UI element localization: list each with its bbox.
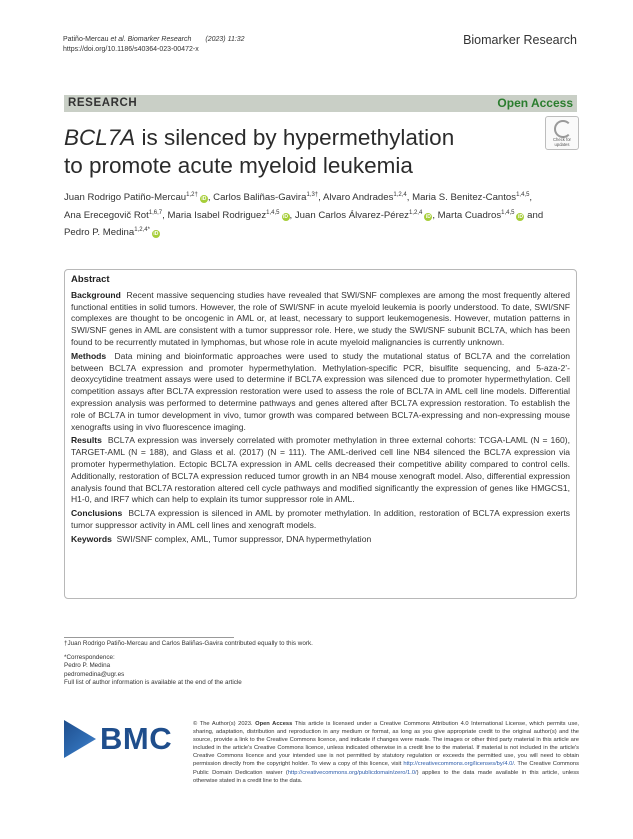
license-link[interactable]: http://creativecommons.org/licenses/by/4.0/ [403, 761, 514, 768]
open-access-label: Open Access [497, 96, 573, 110]
bmc-logo-text: BMC [100, 721, 173, 756]
license-text: © The Author(s) 2023. Open Access This article is licensed under a Creative Commons Attribution 4.0 International License, which permits use, sharing, adaptation, distribution and reproduction in any medium or format, as long as you give appropriate credit to the original author(s) and the source, provide a link to the Creative Commons licence, and indicate if changes were made. The images or other third party material in this article are included in the article's Creative Commons licence, unless indicated otherwise in a credit line to the material. If material is not included in the article's Creative Commons licence and your intended use is not permitted by statutory regulation or exceeds the permitted use, you will need to obtain permission directly from the copyright holder. To view a copy of this licence, visit http://creativecommons.org/licenses/by/4.0/. The Creative Commons Public Domain Dedication waiver (http://creativecommons.org/publicdomain/zero/1.0/) applies to the data made available in this article, unless otherwise stated in a credit line to the data. [193, 721, 579, 784]
author: Juan Rodrigo Patiño-Mercau$^{1,2\dagger}$ [64, 191, 198, 203]
author: Ana Erecegovič Rot$^{1,6,7}$ [64, 209, 163, 221]
abstract-keywords: Keywords SWI/SNF complex, AML, Tumor suppressor, DNA hypermethylation [71, 533, 372, 544]
doi-link[interactable]: https://doi.org/10.1186/s40364-023-00472-x [63, 46, 199, 53]
orcid-icon[interactable]: iD [425, 213, 431, 220]
author: Maria S. Benitez-Cantos$^{1,4,5}$ [412, 191, 530, 203]
abstract-heading: Abstract [71, 274, 110, 285]
title-line2: to promote acute myeloid leukemia [64, 153, 413, 178]
public-domain-link[interactable]: http://creativecommons.org/publicdomain/zero/1.0/ [287, 769, 417, 776]
correspondence-email[interactable]: pedromedina@ugr.es [64, 670, 125, 678]
check-for-updates-badge[interactable] [545, 116, 579, 150]
author: Juan Carlos Álvarez-Pérez$^{1,2,4}$ [294, 209, 423, 221]
author: Carlos Baliñas-Gavira$^{1,3\dagger}$ [213, 191, 319, 203]
author: Maria Isabel Rodriguez$^{1,4,5}$ [167, 209, 280, 221]
article-title [64, 124, 524, 180]
abstract-results: Results BCL7A expression was inversely correlated with promoter methylation in three external cohorts: TCGA-LAML (N = 160), TARGET-AML (N = 188), and Glass et al. (2017) (N = 111). The AML-derived cell line NB4 silenced the BCL7A expression via promoter hypermethylation. Ectopic BCL7A expression in AML cells decreased their competitive ability compared to control cells. Additionally, restoration of BCL7A expression reduced tumor growth in an NB4 mouse xenograft model. Also, differential expression analysis found that BCL7A restoration altered cell cycle pathways and modified significantly the expression of genes like HMGCS1, H1-0, and IRF7 which can help to explain its tumor suppressor role in AML. [71, 435, 570, 505]
bmc-logo-icon [64, 720, 96, 758]
updates-label: updates [554, 141, 570, 147]
running-header [63, 35, 245, 55]
orcid-icon[interactable]: iD [201, 196, 207, 202]
author: Alvaro Andrades$^{1,2,4}$ [322, 191, 407, 203]
title-line1: is silenced by hypermethylation [135, 125, 455, 150]
author: Marta Cuadros$^{1,4,5}$ [437, 209, 515, 221]
section-label: RESEARCH [68, 97, 138, 109]
footnote-divider [64, 637, 234, 638]
abstract-conclusions: Conclusions BCL7A expression is silenced in AML by promoter methylation. In addition, restoration of BCL7A expression exerts tumor suppressor activity in AML cell lines and xenograft models. [71, 508, 570, 530]
refresh-icon [554, 120, 572, 138]
abstract-box [64, 269, 577, 599]
journal-name: Biomarker Research [463, 33, 577, 47]
citation-year: (2023) 11:32 [205, 36, 245, 43]
equal-contribution-note: †Juan Rodrigo Patiño-Mercau and Carlos Baliñas-Gavira contributed equally to this work. [64, 640, 313, 647]
correspondence-note: *Correspondence: Pedro P. Medina pedromedina@ugr.es Full list of author information is available at the end of the article [64, 653, 242, 686]
orcid-icon[interactable]: iD [283, 213, 289, 220]
author-list: Juan Rodrigo Patiño-Mercau$^{1,2\dagger}$iD , Carlos Baliñas-Gavira$^{1,3\dagger}$, Alvaro Andrades$^{1,2,4}$, Maria S. Benitez-Cantos$^{1,4,5}$, Ana Erecegovič Rot$^{1,6,7}$, Maria Isabel Rodriguez$^{1,4,5}$iD , Juan Carlos Álvarez-Pérez$^{1,2,4}$iD , Marta Cuadros$^{1,4,5}$iD and Pedro P. Medina$^{1,2,4*}$iD [64, 191, 544, 238]
citation-journal: et al. Biomarker Research [110, 36, 192, 43]
citation-line [63, 35, 245, 45]
orcid-icon[interactable]: iD [153, 231, 159, 237]
check-for-label: Check for [553, 137, 571, 142]
abstract-background: Background Recent massive sequencing studies have revealed that SWI/SNF complexes are among the most frequently altered functional entities in solid tumors. However, the role of SWI/SNF in acute myeloid leukemia is poorly understood. To date, SWI/SNF complexes are thought to be oncogenic in AML or, at least, necessary to support leukemogenesis. However, mutation patterns in SWI/SNF genes in AML are consistent with a tumor suppressor role. Here, we study the SWI/SNF subunit BCL7A, which has been found to be recurrently mutated in lymphomas, but whose role in acute myeloid malignancies is currently unknown. [71, 289, 570, 347]
abstract-methods: Methods Data mining and bioinformatic approaches were used to study the mutational status of BCL7A and the correlation between BCL7A expression and promoter hypermethylation. Methylation-specific PCR, bisulfite sequencing, and 5-aza-2’-deoxycytidine treatment assays were used to determine if BCL7A expression was silenced due to promoter hypermethylation. Cell competition assays after BCL7A expression restoration were used to assess the role of BCL7A in AML cell line models. Differential expression analysis was performed to determine pathways and genes altered after BCL7A expression restoration. To establish the role of BCL7A in tumor development in vivo, tumor growth was compared between BCL7A-expressing and non-expressing mouse xenografts using in vivo fluorescence imaging. [71, 350, 571, 432]
bmc-logo [64, 720, 178, 758]
section-band [64, 95, 577, 112]
title-gene: BCL7A [64, 125, 136, 150]
citation-authors: Patiño-Mercau [63, 36, 111, 43]
author: Pedro P. Medina$^{1,2,4*}$ [64, 226, 150, 238]
footnotes [64, 640, 314, 693]
orcid-icon[interactable]: iD [517, 213, 523, 220]
